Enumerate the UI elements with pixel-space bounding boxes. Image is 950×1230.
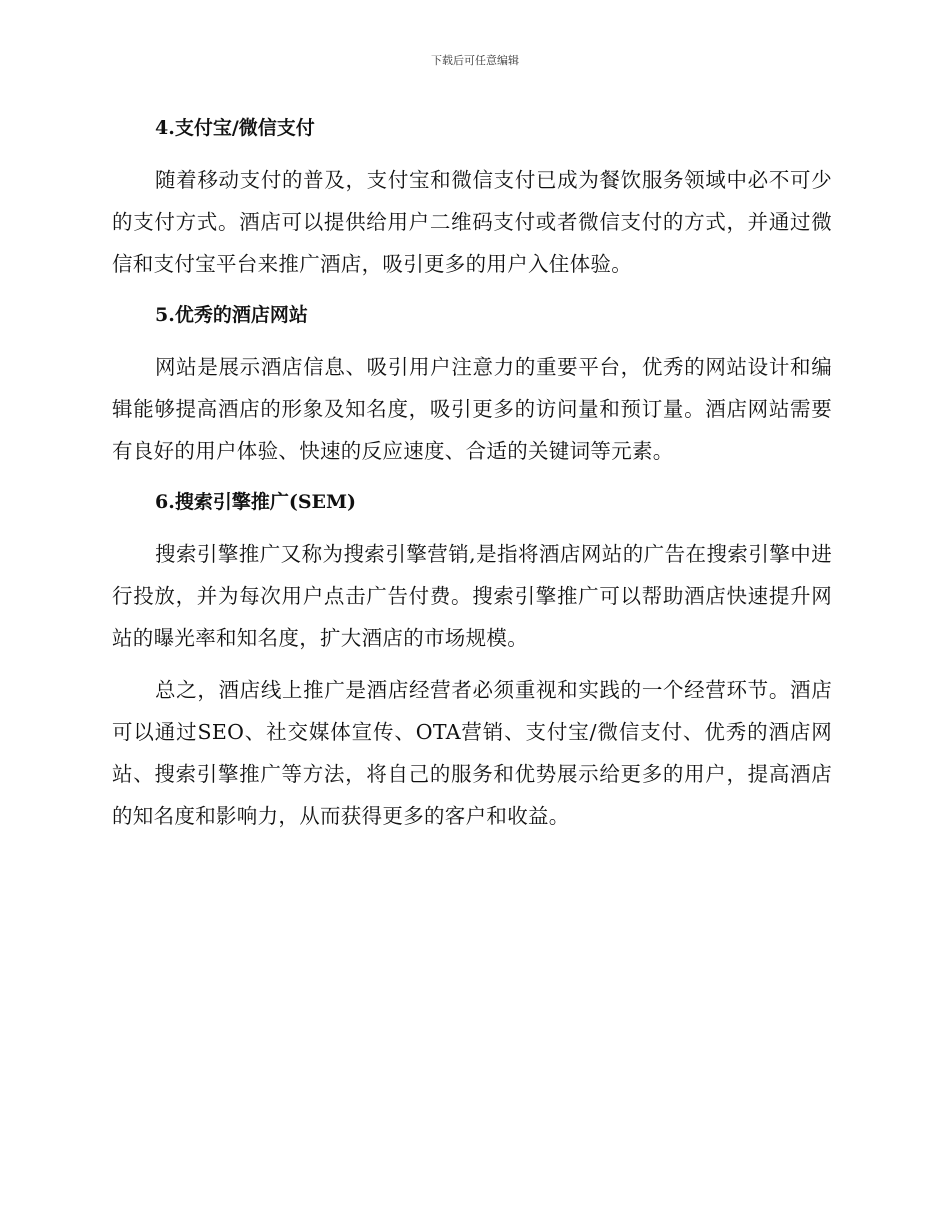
section-paragraph-website: 网站是展示酒店信息、吸引用户注意力的重要平台，优秀的网站设计和编辑能够提高酒店的形象及知名度，吸引更多的访问量和预订量。酒店网站需要有良好的用户体验、快速的反应速度、合适的关键词等元素。 [112,355,832,463]
spacer [112,335,832,346]
spacer [112,285,832,295]
page-header: 下载后可任意编辑 [431,54,519,67]
spacer [112,472,832,482]
section-heading-payment: 4.支付宝/微信支付 [155,117,315,139]
section-paragraph-sem: 搜索引擎推广又称为搜索引擎营销,是指将酒店网站的广告在搜索引擎中进行投放，并为每次用户点击广告付费。搜索引擎推广可以帮助酒店快速提升网站的曝光率和知名度，扩大酒店的市场规模。 [112,542,832,650]
spacer [112,522,832,533]
spacer [112,659,832,669]
section-heading-website: 5.优秀的酒店网站 [155,304,308,326]
conclusion-paragraph: 总之，酒店线上推广是酒店经营者必须重视和实践的一个经营环节。酒店可以通过SEO、社交媒体宣传、OTA营销、支付宝/微信支付、优秀的酒店网站、搜索引擎推广等方法，将自己的服务和优势展示给更多的用户，提高酒店的知名度和影响力，从而获得更多的客户和收益。 [112,678,832,828]
section-heading-sem: 6.搜索引擎推广(SEM) [155,491,357,513]
document-body [112,108,832,837]
spacer [112,148,832,159]
section-paragraph-payment: 随着移动支付的普及，支付宝和微信支付已成为餐饮服务领域中必不可少的支付方式。酒店可以提供给用户二维码支付或者微信支付的方式，并通过微信和支付宝平台来推广酒店，吸引更多的用户入住体验。 [112,168,832,276]
